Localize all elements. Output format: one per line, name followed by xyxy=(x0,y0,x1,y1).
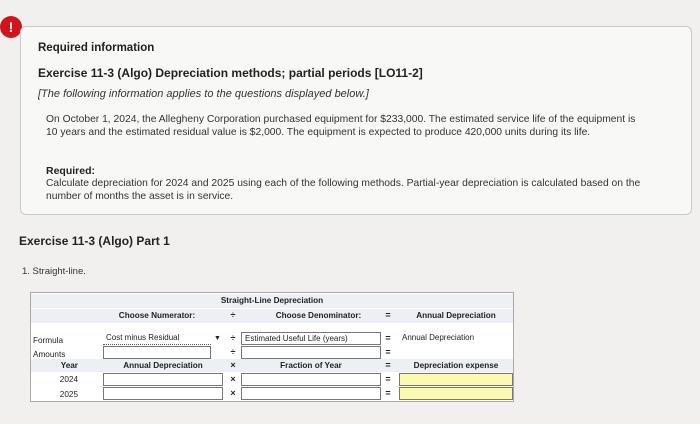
chevron-down-icon[interactable]: ▼ xyxy=(214,335,221,342)
required-label: Required: xyxy=(46,165,96,177)
dep-expense-2025-input[interactable] xyxy=(399,387,513,400)
table-header-row xyxy=(31,309,513,323)
numerator-header: Choose Numerator: xyxy=(118,311,196,320)
year-2025: 2025 xyxy=(59,390,78,399)
result-header: Annual Depreciation xyxy=(416,311,496,320)
multiply-sign: × xyxy=(230,360,236,370)
fraction-of-year-header: Fraction of Year xyxy=(280,361,342,370)
card-header: Required information xyxy=(38,42,155,54)
annual-dep-2025-input[interactable] xyxy=(103,387,223,400)
year-header: Year xyxy=(60,361,78,370)
formula-result: Annual Depreciation xyxy=(399,332,513,345)
dep-expense-2024-input[interactable] xyxy=(399,373,513,386)
question-label: 1. Straight-line. xyxy=(22,266,86,277)
equals-sign: = xyxy=(385,374,391,384)
amount-result xyxy=(399,346,513,359)
equals-sign: = xyxy=(385,347,391,357)
required-information-card xyxy=(20,26,692,215)
year-2024: 2024 xyxy=(59,375,78,384)
part-title: Exercise 11-3 (Algo) Part 1 xyxy=(19,234,170,248)
instructions-text: [The following information applies to the questions displayed below.] xyxy=(38,88,369,100)
amount-denominator-input[interactable] xyxy=(241,346,381,359)
exercise-title: Exercise 11-3 (Algo) Depreciation methods; partial periods [LO11-2] xyxy=(38,66,423,80)
annual-dep-2024-input[interactable] xyxy=(103,373,223,386)
divide-sign: ÷ xyxy=(230,333,236,343)
equals-sign: = xyxy=(385,360,391,370)
amount-numerator-input[interactable] xyxy=(103,346,211,359)
multiply-sign: × xyxy=(230,388,236,398)
numerator-select[interactable]: Cost minus Residual xyxy=(103,332,211,345)
denominator-header: Choose Denominator: xyxy=(275,311,362,320)
straight-line-depreciation-table xyxy=(30,292,514,402)
problem-text: On October 1, 2024, the Allegheny Corporation purchased equipment for $233,000. The estimated service life of the equipment is 10 years and the estimated residual value is $2,000. The equipment is expected to produce 420,000 units during its life. xyxy=(46,114,636,138)
denominator-select[interactable]: Estimated Useful Life (years) xyxy=(241,332,381,345)
amounts-label: Amounts xyxy=(33,350,66,359)
equals-sign: = xyxy=(385,333,391,343)
alert-icon: ! xyxy=(0,16,22,38)
divide-sign: ÷ xyxy=(230,347,236,357)
table-title: Straight-Line Depreciation xyxy=(31,294,513,308)
annual-depreciation-header: Annual Depreciation xyxy=(123,361,203,370)
equals-sign: = xyxy=(385,388,391,398)
formula-label: Formula xyxy=(33,336,64,345)
multiply-sign: × xyxy=(230,374,236,384)
required-text: Calculate depreciation for 2024 and 2025 using each of the following methods. Partial-year depreciation is calculated based on the number of months the asset is in service. xyxy=(46,178,641,202)
depreciation-expense-header: Depreciation expense xyxy=(413,361,499,370)
fraction-2024-input[interactable] xyxy=(241,373,381,386)
divide-sign: ÷ xyxy=(230,310,236,320)
fraction-2025-input[interactable] xyxy=(241,387,381,400)
equals-sign: = xyxy=(385,310,391,320)
